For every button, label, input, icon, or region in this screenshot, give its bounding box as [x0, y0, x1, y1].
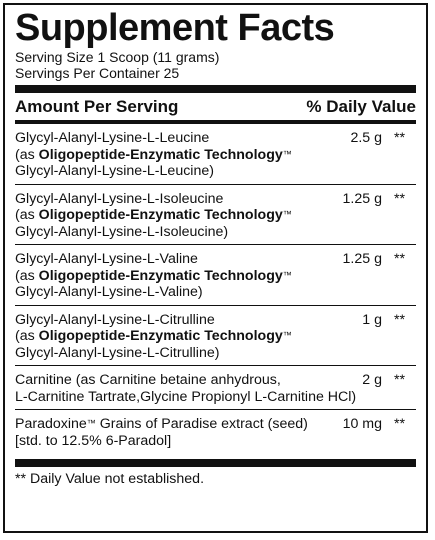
ingredient-form: Glycyl-Alanyl-Lysine-L-Isoleucine)	[15, 223, 229, 240]
ingredient-name: Glycyl-Alanyl-Lysine-L-Citrulline	[15, 311, 215, 328]
header-amount: Amount Per Serving	[15, 97, 179, 116]
as-prefix: (as	[15, 267, 39, 284]
trademark-symbol: ™	[282, 148, 292, 159]
ingredient-text	[15, 130, 315, 180]
table-row	[15, 185, 416, 246]
ingredient-text	[15, 416, 315, 449]
as-prefix: (as	[15, 207, 39, 223]
divider-bottom	[15, 459, 416, 467]
trademark-symbol: ™	[282, 269, 292, 280]
ingredient-dv: **	[394, 311, 406, 328]
ingredient-source	[15, 328, 315, 345]
technology-name: Oligopeptide-Enzymatic Technology	[38, 207, 283, 223]
ingredient-name: Glycyl-Alanyl-Lysine-L-Leucine	[15, 130, 210, 146]
ingredient-name: Glycyl-Alanyl-Lysine-L-Isoleucine	[15, 190, 224, 207]
ingredient-dv: **	[394, 372, 406, 388]
ingredient-name: Carnitine (as Carnitine betaine anhydrous,	[15, 372, 281, 388]
ingredient-text	[15, 251, 315, 301]
table-header	[15, 93, 416, 120]
supplement-facts-panel	[3, 3, 428, 533]
trademark-symbol: ™	[86, 418, 96, 428]
ingredient-form: L-Carnitine Tartrate,Glycine Propionyl L-Carnitine HCl)	[15, 388, 357, 405]
ingredient-text	[15, 191, 315, 241]
serving-size: Serving Size 1 Scoop (11 grams)	[15, 49, 220, 65]
ingredient-form: Glycyl-Alanyl-Lysine-L-Leucine)	[15, 163, 214, 179]
ingredient-dv: **	[394, 416, 406, 432]
panel-title: Supplement Facts	[15, 7, 335, 49]
paradoxine-description: Grains of Paradise extract (seed)	[95, 416, 308, 432]
technology-name: Oligopeptide-Enzymatic Technology	[38, 328, 283, 344]
ingredient-standardization: [std. to 12.5% 6-Paradol]	[15, 432, 172, 449]
panel-inner	[15, 5, 416, 531]
table-row-carnitine	[15, 366, 416, 410]
ingredient-form: Glycyl-Alanyl-Lysine-L-Valine)	[15, 284, 203, 300]
ingredient-amount: 2.5 g	[350, 130, 382, 146]
table-row-paradoxine	[15, 410, 416, 453]
ingredient-text	[15, 372, 357, 405]
as-prefix: (as	[15, 328, 39, 344]
trademark-symbol: ™	[282, 330, 292, 340]
table-row	[15, 306, 416, 367]
ingredient-name	[15, 416, 315, 433]
paradoxine-name: Paradoxine	[15, 416, 87, 432]
ingredient-source	[15, 147, 315, 164]
ingredient-dv: **	[394, 251, 406, 267]
trademark-symbol: ™	[282, 209, 292, 219]
ingredient-amount: 2 g	[362, 372, 382, 388]
ingredient-source	[15, 207, 315, 224]
divider-thick	[15, 85, 416, 93]
ingredient-amount: 1.25 g	[342, 190, 382, 207]
ingredient-amount: 1 g	[362, 311, 382, 328]
as-prefix: (as	[15, 146, 39, 163]
ingredient-dv: **	[394, 190, 406, 207]
ingredient-amount: 10 mg	[342, 416, 382, 432]
table-row	[15, 245, 416, 306]
footnote: ** Daily Value not established.	[15, 471, 205, 487]
ingredient-dv: **	[394, 130, 406, 146]
servings-per-container: Servings Per Container 25	[15, 65, 180, 81]
ingredient-form: Glycyl-Alanyl-Lysine-L-Citrulline)	[15, 344, 220, 361]
technology-name: Oligopeptide-Enzymatic Technology	[38, 267, 283, 284]
ingredient-name: Glycyl-Alanyl-Lysine-L-Valine	[15, 251, 198, 267]
ingredient-amount: 1.25 g	[342, 251, 382, 267]
ingredient-source	[15, 268, 315, 285]
table-row	[15, 124, 416, 185]
header-daily-value: % Daily Value	[306, 97, 416, 116]
technology-name: Oligopeptide-Enzymatic Technology	[38, 146, 283, 163]
ingredient-text	[15, 312, 315, 362]
